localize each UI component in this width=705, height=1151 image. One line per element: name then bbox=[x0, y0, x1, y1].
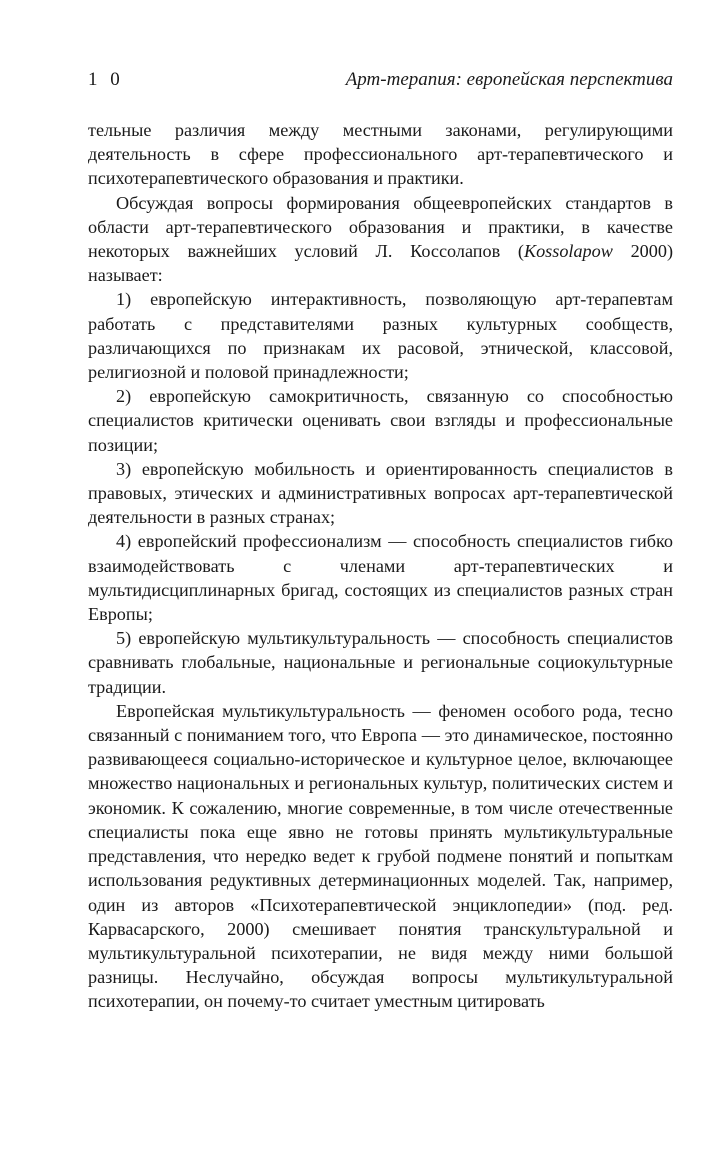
paragraph-standards-tail: 2000) называет: bbox=[88, 241, 673, 286]
page-number: 1 0 bbox=[88, 69, 124, 90]
list-item-professionalism: 4) европейский профессионализм — способность специалистов гибко взаимодействовать с членами арт-терапевтических и мультидисциплинарных бригад, состоящих из специалистов разных стран Европы; bbox=[88, 531, 673, 625]
paragraph-standards bbox=[88, 191, 673, 288]
paragraph-continuation: тельные различия между местными законами, регулирующими деятельность в сфере профессионального арт-терапевтического и психотерапевтического образования и практики. bbox=[88, 120, 673, 189]
paragraph-european-multiculturalism: Европейская мультикультуральность — феномен особого рода, тесно связанный с пониманием того, что Европа — это динамическое, постоянно развивающееся социально-историческое и культурное целое, включающее множество национальных и региональных культур, политических систем и экономик. К сожалению, многие современные, в том числе отечественные специалисты пока еще явно не готовы принять мультикультуральные представления, что нередко ведет к грубой подмене понятий и попыткам использования редуктивных детерминационных моделей. Так, например, один из авторов «Психотерапевтической энциклопедии» (под. ред. Карвасарского, 2000) смешивает понятия транскультуральной и мультикультуральной психотерапии, не видя между ними большой разницы. Неслучайно, обсуждая вопросы мультикультуральной психотерапии, он почему-то считает уместным цитировать bbox=[88, 700, 673, 1012]
paragraph-standards-text: Обсуждая вопросы формирования общеевропейских стандартов в области арт-терапевтического образования и практики, в качестве некоторых важнейших условий Л. Коссолапов bbox=[88, 192, 673, 262]
citation-open-paren: ( bbox=[517, 241, 524, 262]
list-item-self-criticism: 2) европейскую самокритичность, связанную со способностью специалистов критически оценивать свои взгляды и профессиональные позиции; bbox=[88, 386, 673, 455]
book-page bbox=[88, 62, 673, 1014]
citation-author: Kossolapow bbox=[523, 241, 613, 262]
running-head bbox=[88, 62, 673, 96]
body-text bbox=[88, 118, 673, 1014]
running-title: Арт-терапия: европейская перспектива bbox=[345, 69, 673, 90]
list-item-multiculturalism: 5) европейскую мультикультуральность — способность специалистов сравнивать глобальные, национальные и региональные социокультурные традиции. bbox=[88, 628, 673, 697]
list-item-interactivity: 1) европейскую интерактивность, позволяющую арт-терапевтам работать с представителями разных культурных сообществ, различающихся по признакам их расовой, этнической, классовой, религиозной и половой принадлежности; bbox=[88, 289, 673, 383]
list-item-mobility: 3) европейскую мобильность и ориентированность специалистов в правовых, этических и административных вопросах арт-терапевтической деятельности в разных странах; bbox=[88, 458, 673, 528]
